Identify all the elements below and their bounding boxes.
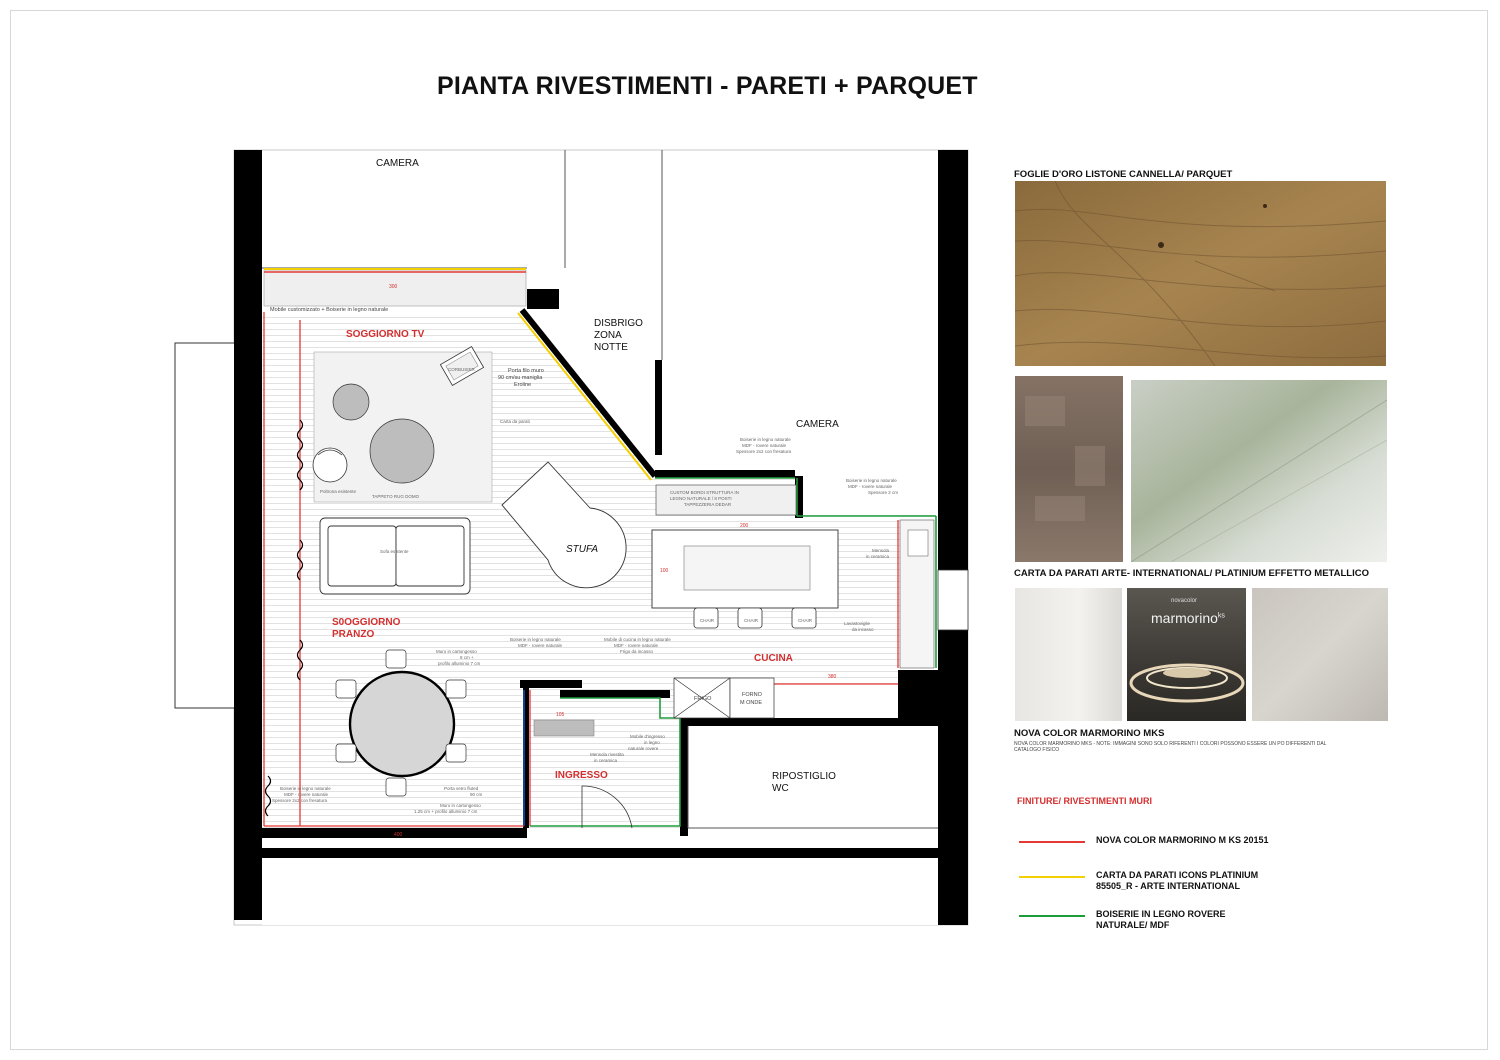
legend-text-wallpaper-2: 85505_R - ARTE INTERNATIONAL	[1096, 881, 1241, 891]
dim-top: 300	[389, 284, 398, 290]
room-ingresso: INGRESSO	[555, 770, 608, 781]
wallpaper-swatch-1	[1015, 376, 1123, 562]
sink	[908, 530, 928, 556]
note-chair-1: CHAIR	[700, 618, 715, 623]
note-mobile-ingresso: Mobile d'ingresso	[630, 734, 665, 739]
note-mensola-rivestita-2: in ceramica	[594, 758, 618, 763]
page-title: PIANTA RIVESTIMENTI - PARETI + PARQUET	[437, 72, 978, 100]
note-boiserie-left: Boiserie in legno naturale	[280, 786, 331, 791]
note-chair-2: CHAIR	[744, 618, 759, 623]
legend-line-boiserie	[1019, 915, 1085, 917]
note-lavastoviglie-2: da incasso	[852, 627, 874, 632]
wallpaper-title: CARTA DA PARATI ARTE- INTERNATIONAL/ PLATINIUM EFFETTO METALLICO	[1014, 568, 1369, 579]
note-mensola-2: in ceramica	[866, 554, 890, 559]
room-stufa: STUFA	[566, 544, 599, 555]
note-isola-3: TAPPEZZERIA DEDAR	[684, 502, 732, 507]
note-mobile-cucina: Mobile di cucina in legno naturale	[604, 637, 671, 642]
window-right	[938, 570, 968, 630]
legend-text-wallpaper-1: CARTA DA PARATI ICONS PLATINIUM	[1096, 870, 1259, 880]
parquet-swatch	[1015, 181, 1386, 366]
armchair	[313, 448, 347, 482]
note-boiserie-pranzo: Boiserie in legno naturale	[510, 637, 561, 642]
room-ripostiglio-1: RIPOSTIGLIO	[772, 771, 836, 782]
wallpaper-swatch-2	[1131, 380, 1387, 562]
balcony	[175, 343, 237, 708]
legend-heading: FINITURE/ RIVESTIMENTI MURI	[1017, 796, 1152, 806]
legend-text-marmorino-1: NOVA COLOR MARMORINO M KS 20151	[1096, 835, 1269, 845]
room-soggiorno-pranzo-2: PRANZO	[332, 629, 375, 640]
note-isola: CUSTOM BORDI STRUTTURA IN	[670, 490, 739, 495]
dim-kitchen: 100	[660, 568, 669, 574]
appliance-column	[674, 678, 774, 718]
marmorino-brand: novacolor	[1171, 598, 1198, 604]
note-lavastoviglie: Lavastoviglie	[844, 621, 871, 626]
entry-cabinet	[534, 720, 594, 736]
room-camera-right: CAMERA	[796, 419, 839, 430]
room-soggiorno-tv: SOGGIORNO TV	[346, 329, 425, 340]
note-porta-vetro: Porta vetro fluted	[444, 786, 479, 791]
note-carta: Carta da parati	[500, 419, 530, 424]
note-mobile-cucina-2: MDF - rovere naturale	[614, 643, 659, 648]
note-boiserie-left-3: Spessore 2x2 con fresatura	[272, 798, 328, 803]
room-cucina: CUCINA	[754, 653, 793, 664]
note-sofa: Sofa esistente	[380, 549, 409, 554]
note-tappeto: TAPPETO RUG DOMO	[372, 494, 420, 499]
room-soggiorno-pranzo-1: S0OGGIORNO	[332, 617, 401, 628]
legend-line-wallpaper	[1019, 876, 1085, 878]
room-disbrigo-3: NOTTE	[594, 342, 628, 353]
coffee-table-small	[333, 384, 369, 420]
room-camera-top: CAMERA	[376, 158, 419, 169]
parquet-title: FOGLIE D'ORO LISTONE CANNELLA/ PARQUET	[1014, 169, 1233, 180]
note-chair-3: CHAIR	[798, 618, 813, 623]
note-mobile-cucina-3: Frigo da incasso	[620, 649, 654, 654]
dim-cucina: 380	[828, 674, 837, 680]
note-porta-filo-3: Eroline	[514, 382, 532, 388]
dim-bottom: 400	[394, 832, 403, 838]
note-muro-cart-b-2: 1.25 cm + profilo alluminio 7 cm	[414, 809, 478, 814]
note-muro-cart-b: Muro in cartongesso	[440, 803, 481, 808]
note-boiserie-right-2: MDF - rovere naturale	[848, 484, 893, 489]
island-top	[684, 546, 810, 590]
dining-table	[350, 672, 454, 776]
sofa	[320, 518, 470, 594]
label-frigo: FRIGO	[694, 696, 712, 702]
marmorino-note: NOVA COLOR MARMORINO MKS - NOTE: IMMAGINI SONO SOLO RIFERENTI I COLORI POSSONO ESSERE UN PO DIFFERENTI DAL CATALOGO FISICO	[1014, 741, 1327, 753]
legend-text-boiserie-2: NATURALE/ MDF	[1096, 920, 1170, 930]
note-mobile-custom: Mobile customizzato + Boiserie in legno naturale	[270, 307, 389, 313]
note-boiserie-right-3: Spessore 2 cm	[868, 490, 899, 495]
legend-line-marmorino	[1019, 841, 1085, 843]
note-boiserie-left-2: MDF - rovere naturale	[284, 792, 329, 797]
label-forno-2: M ONDE	[740, 700, 762, 706]
note-mensola: Mensola	[872, 548, 890, 553]
note-muro-cart-2: 8 cm +	[460, 655, 474, 660]
note-mobile-ingresso-2: in legno	[644, 740, 660, 745]
room-disbrigo-2: ZONA	[594, 330, 622, 341]
marmorino-product-sup: ks	[1217, 612, 1225, 620]
note-boiserie-pranzo-2: MDF - rovere naturale	[518, 643, 563, 648]
marmorino-swatch-3	[1252, 588, 1388, 721]
dim-island: 200	[740, 523, 749, 529]
marmorino-catalog	[1127, 588, 1246, 721]
note-mensola-rivestita: Mensola rivestita	[590, 752, 624, 757]
note-mobile-ingresso-3: naturale rovere	[628, 746, 659, 751]
marmorino-product-name: marmorino	[1151, 610, 1218, 626]
note-boiserie-cucina: Boiserie in legno naturale	[740, 437, 791, 442]
note-porta-vetro-2: 90 cm	[470, 792, 483, 797]
room-ripostiglio-2: WC	[772, 783, 789, 794]
note-poltrona: Poltrona esistente	[320, 489, 357, 494]
note-corbusier: CORBUSIER	[448, 367, 475, 372]
coffee-table-large	[370, 419, 434, 483]
marmorino-swatch-1	[1015, 588, 1122, 721]
note-boiserie-right: Boiserie in legno naturale	[846, 478, 897, 483]
note-muro-cart: Muro in cartongesso	[436, 649, 477, 654]
dim-ingresso: 105	[556, 712, 565, 718]
note-porta-filo-2: 90 cm/su maniglia	[498, 375, 543, 381]
room-disbrigo-1: DISBRIGO	[594, 318, 643, 329]
note-muro-cart-3: profilo alluminio 7 cm	[438, 661, 481, 666]
legend-text-boiserie-1: BOISERIE IN LEGNO ROVERE	[1096, 909, 1226, 919]
label-forno-1: FORNO	[742, 692, 762, 698]
note-porta-filo: Porta filo muro	[508, 368, 544, 374]
note-isola-2: LEGNO NATURALE / 8 POSTI	[670, 496, 732, 501]
marmorino-title: NOVA COLOR MARMORINO MKS	[1014, 728, 1165, 739]
note-boiserie-cucina-3: Spessore 2x2 con fresatura	[736, 449, 792, 454]
note-boiserie-cucina-2: MDF - rovere naturale	[742, 443, 787, 448]
